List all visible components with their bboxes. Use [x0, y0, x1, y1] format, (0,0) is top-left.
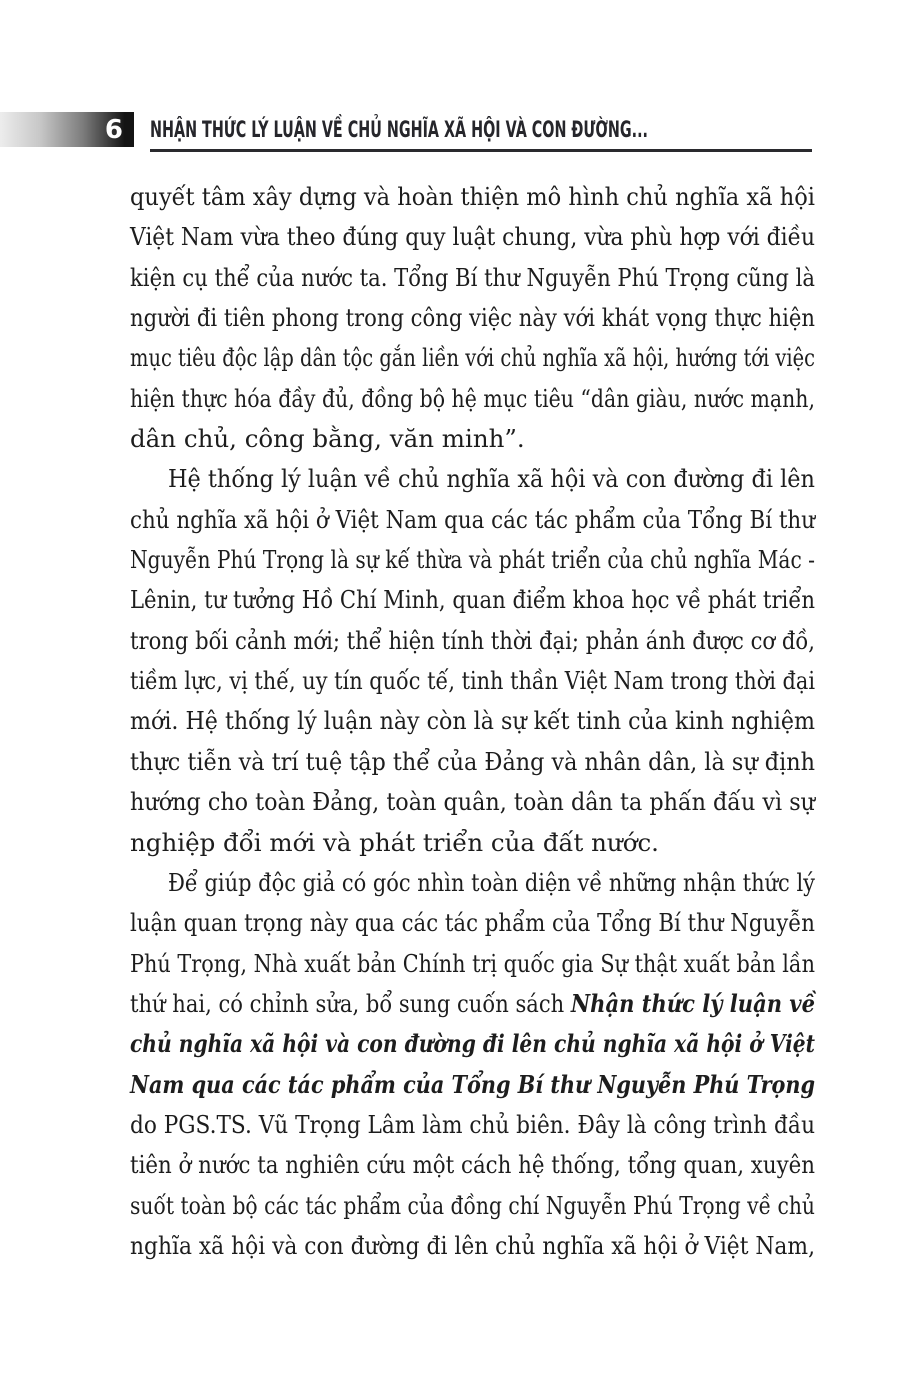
text-line — [130, 379, 815, 419]
text-line — [130, 1226, 815, 1266]
text-line — [130, 742, 815, 782]
text-segment: Lênin, tư tưởng Hồ Chí Minh, quan điểm khoa học về phát triển — [130, 585, 815, 615]
text-line — [130, 419, 815, 459]
text-line — [130, 1024, 815, 1064]
text-line — [130, 459, 815, 499]
text-segment: Việt Nam vừa theo đúng quy luật chung, vừa phù hợp với điều — [130, 222, 815, 252]
text-line — [130, 984, 815, 1024]
text-segment: thứ hai, có chỉnh sửa, bổ sung cuốn sách — [130, 988, 571, 1018]
text-line — [130, 258, 815, 298]
text-line — [130, 338, 815, 378]
text-line — [130, 944, 815, 984]
text-segment: tiềm lực, vị thế, uy tín quốc tế, tinh thần Việt Nam trong thời đại — [130, 666, 815, 696]
text-segment: do PGS.TS. Vũ Trọng Lâm làm chủ biên. Đây là công trình đầu — [130, 1109, 815, 1139]
text-line — [130, 1145, 815, 1185]
text-segment: nghiệp đổi mới và phát triển của đất nước. — [130, 827, 659, 857]
text-segment: mục tiêu độc lập dân tộc gắn liền với chủ nghĩa xã hội, hướng tới việc — [130, 343, 815, 373]
text-line — [130, 823, 815, 863]
text-line — [130, 1105, 815, 1145]
text-segment: mới. Hệ thống lý luận này còn là sự kết tinh của kinh nghiệm — [130, 706, 815, 736]
text-segment: quyết tâm xây dựng và hoàn thiện mô hình chủ nghĩa xã hội — [130, 182, 815, 211]
text-line — [130, 1065, 815, 1105]
text-line — [130, 863, 815, 903]
text-segment: Để giúp độc giả có góc nhìn toàn diện về những nhận thức lý — [168, 867, 815, 897]
text-segment: Phú Trọng, Nhà xuất bản Chính trị quốc gia Sự thật xuất bản lần — [130, 948, 815, 978]
text-segment: người đi tiên phong trong công việc này với khát vọng thực hiện — [130, 303, 815, 333]
text-segment: kiện cụ thể của nước ta. Tổng Bí thư Nguyễn Phú Trọng cũng là — [130, 262, 815, 292]
text-segment: luận quan trọng này qua các tác phẩm của Tổng Bí thư Nguyễn — [130, 908, 815, 938]
text-line — [130, 500, 815, 540]
text-line — [130, 701, 815, 741]
text-segment: hướng cho toàn Đảng, toàn quân, toàn dân ta phấn đấu vì sự — [130, 787, 815, 817]
text-line — [130, 782, 815, 822]
header-rule — [150, 149, 812, 152]
text-segment: hiện thực hóa đầy đủ, đồng bộ hệ mục tiêu “dân giàu, nước mạnh, — [130, 383, 815, 413]
text-segment: dân chủ, công bằng, văn minh”. — [130, 424, 525, 454]
text-line — [130, 1186, 815, 1226]
text-line — [130, 540, 815, 580]
folio-bar — [0, 112, 134, 147]
text-line — [130, 903, 815, 943]
text-segment: nghĩa xã hội và con đường đi lên chủ nghĩa xã hội ở Việt Nam, — [130, 1230, 815, 1260]
running-title-text: NHẬN THỨC LÝ LUẬN VỀ CHỦ NGHĨA XÃ HỘI VÀ CON ĐƯỜNG... — [150, 118, 648, 143]
text-line — [130, 661, 815, 701]
book-title-emphasis: chủ nghĩa xã hội và con đường đi lên chủ nghĩa xã hội ở Việt — [130, 1029, 815, 1059]
text-segment: thực tiễn và trí tuệ tập thể của Đảng và nhân dân, là sự định — [130, 746, 815, 776]
book-title-emphasis: Nam qua các tác phẩm của Tổng Bí thư Nguyễn Phú Trọng — [130, 1069, 815, 1099]
text-line — [130, 580, 815, 620]
text-line — [130, 217, 815, 257]
running-title — [150, 114, 915, 147]
text-segment: Nguyễn Phú Trọng là sự kế thừa và phát triển của chủ nghĩa Mác - — [130, 545, 815, 575]
text-segment: trong bối cảnh mới; thể hiện tính thời đại; phản ánh được cơ đồ, — [130, 625, 815, 655]
text-segment: suốt toàn bộ các tác phẩm của đồng chí Nguyễn Phú Trọng về chủ — [130, 1190, 815, 1220]
text-line — [130, 177, 815, 217]
text-segment: tiên ở nước ta nghiên cứu một cách hệ thống, tổng quan, xuyên — [130, 1150, 815, 1180]
text-line — [130, 298, 815, 338]
text-line — [130, 621, 815, 661]
body-text — [130, 177, 815, 1266]
text-segment: Hệ thống lý luận về chủ nghĩa xã hội và con đường đi lên — [168, 464, 815, 494]
book-title-emphasis: Nhận thức lý luận về — [570, 988, 815, 1018]
text-segment: chủ nghĩa xã hội ở Việt Nam qua các tác phẩm của Tổng Bí thư — [130, 504, 815, 534]
page-number: 6 — [104, 114, 123, 145]
